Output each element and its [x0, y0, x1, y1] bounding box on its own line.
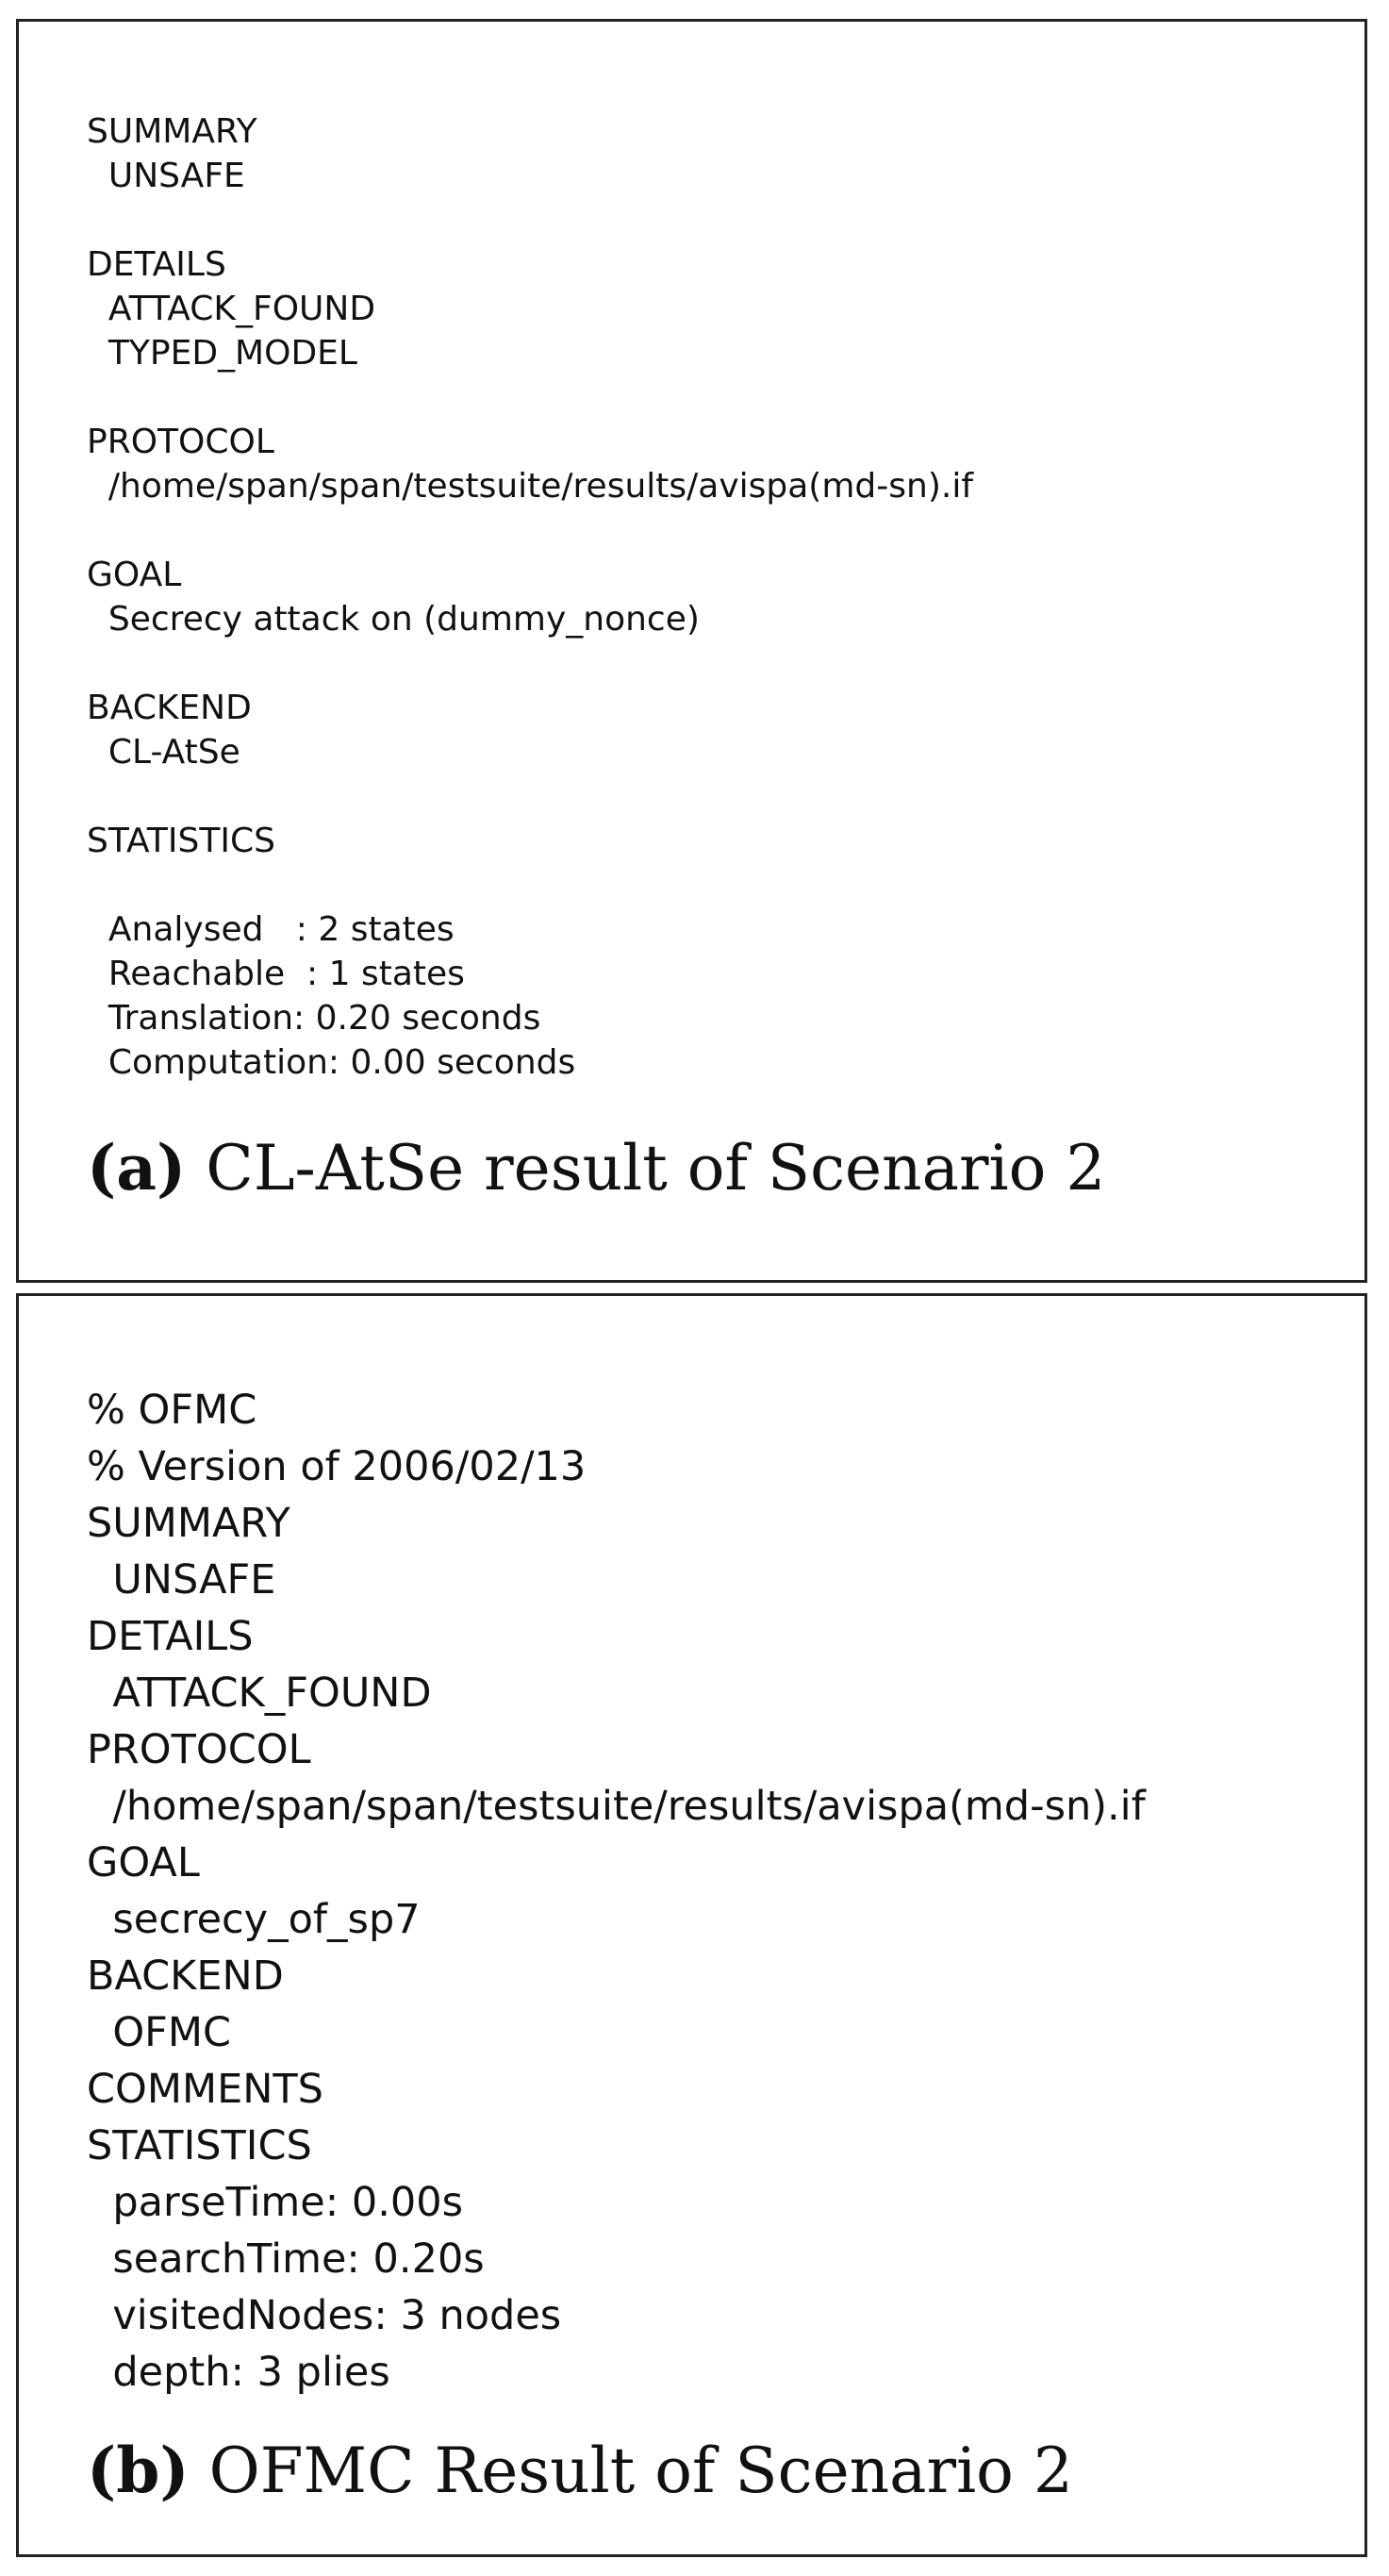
report-line: SUMMARY — [87, 1500, 290, 1547]
caption-text: OFMC Result of Scenario 2 — [208, 2435, 1073, 2507]
caption-tag: (a) — [87, 1131, 187, 1205]
report-line: searchTime: 0.20s — [87, 2235, 485, 2283]
report-line: TYPED_MODEL — [87, 334, 357, 373]
report-line: PROTOCOL — [87, 423, 274, 461]
report-line: DETAILS — [87, 245, 226, 284]
panel-caption — [87, 2433, 1073, 2509]
cl-atse-result-panel — [16, 19, 1367, 1283]
caption-text: CL-AtSe result of Scenario 2 — [206, 1132, 1106, 1205]
report-line: Reachable : 1 states — [87, 955, 465, 993]
report-line: % Version of 2006/02/13 — [87, 1443, 587, 1490]
panel-caption — [87, 1130, 1105, 1206]
report-line: SUMMARY — [87, 112, 257, 151]
caption-tag: (b) — [87, 2434, 190, 2507]
report-line: STATISTICS — [87, 822, 275, 860]
report-line: Secrecy attack on (dummy_nonce) — [87, 600, 700, 639]
report-line: /home/span/span/testsuite/results/avispa(md-sn).if — [87, 1783, 1146, 1830]
report-line: visitedNodes: 3 nodes — [87, 2292, 562, 2339]
report-line: BACKEND — [87, 1953, 284, 2000]
report-line: UNSAFE — [87, 1556, 276, 1604]
report-line: secrecy_of_sp7 — [87, 1896, 421, 1943]
report-line: ATTACK_FOUND — [87, 1670, 432, 1717]
report-line: Computation: 0.00 seconds — [87, 1043, 576, 1082]
report-line: GOAL — [87, 556, 182, 594]
report-line: /home/span/span/testsuite/results/avispa(md-sn).if — [87, 467, 973, 506]
report-line: STATISTICS — [87, 2122, 312, 2169]
report-line: Translation: 0.20 seconds — [87, 999, 541, 1038]
report-line: Analysed : 2 states — [87, 910, 455, 949]
report-line: UNSAFE — [87, 157, 245, 195]
report-line: parseTime: 0.00s — [87, 2179, 464, 2226]
report-line: DETAILS — [87, 1613, 254, 1660]
report-line: GOAL — [87, 1839, 200, 1886]
report-line: % OFMC — [87, 1387, 257, 1434]
report-line: depth: 3 plies — [87, 2349, 390, 2396]
report-line: CL-AtSe — [87, 733, 240, 772]
report-line: OFMC — [87, 2009, 232, 2056]
report-line: PROTOCOL — [87, 1726, 311, 1773]
report-line: COMMENTS — [87, 2066, 323, 2113]
report-line: ATTACK_FOUND — [87, 290, 376, 328]
report-line: BACKEND — [87, 689, 252, 727]
ofmc-result-panel — [16, 1293, 1367, 2557]
